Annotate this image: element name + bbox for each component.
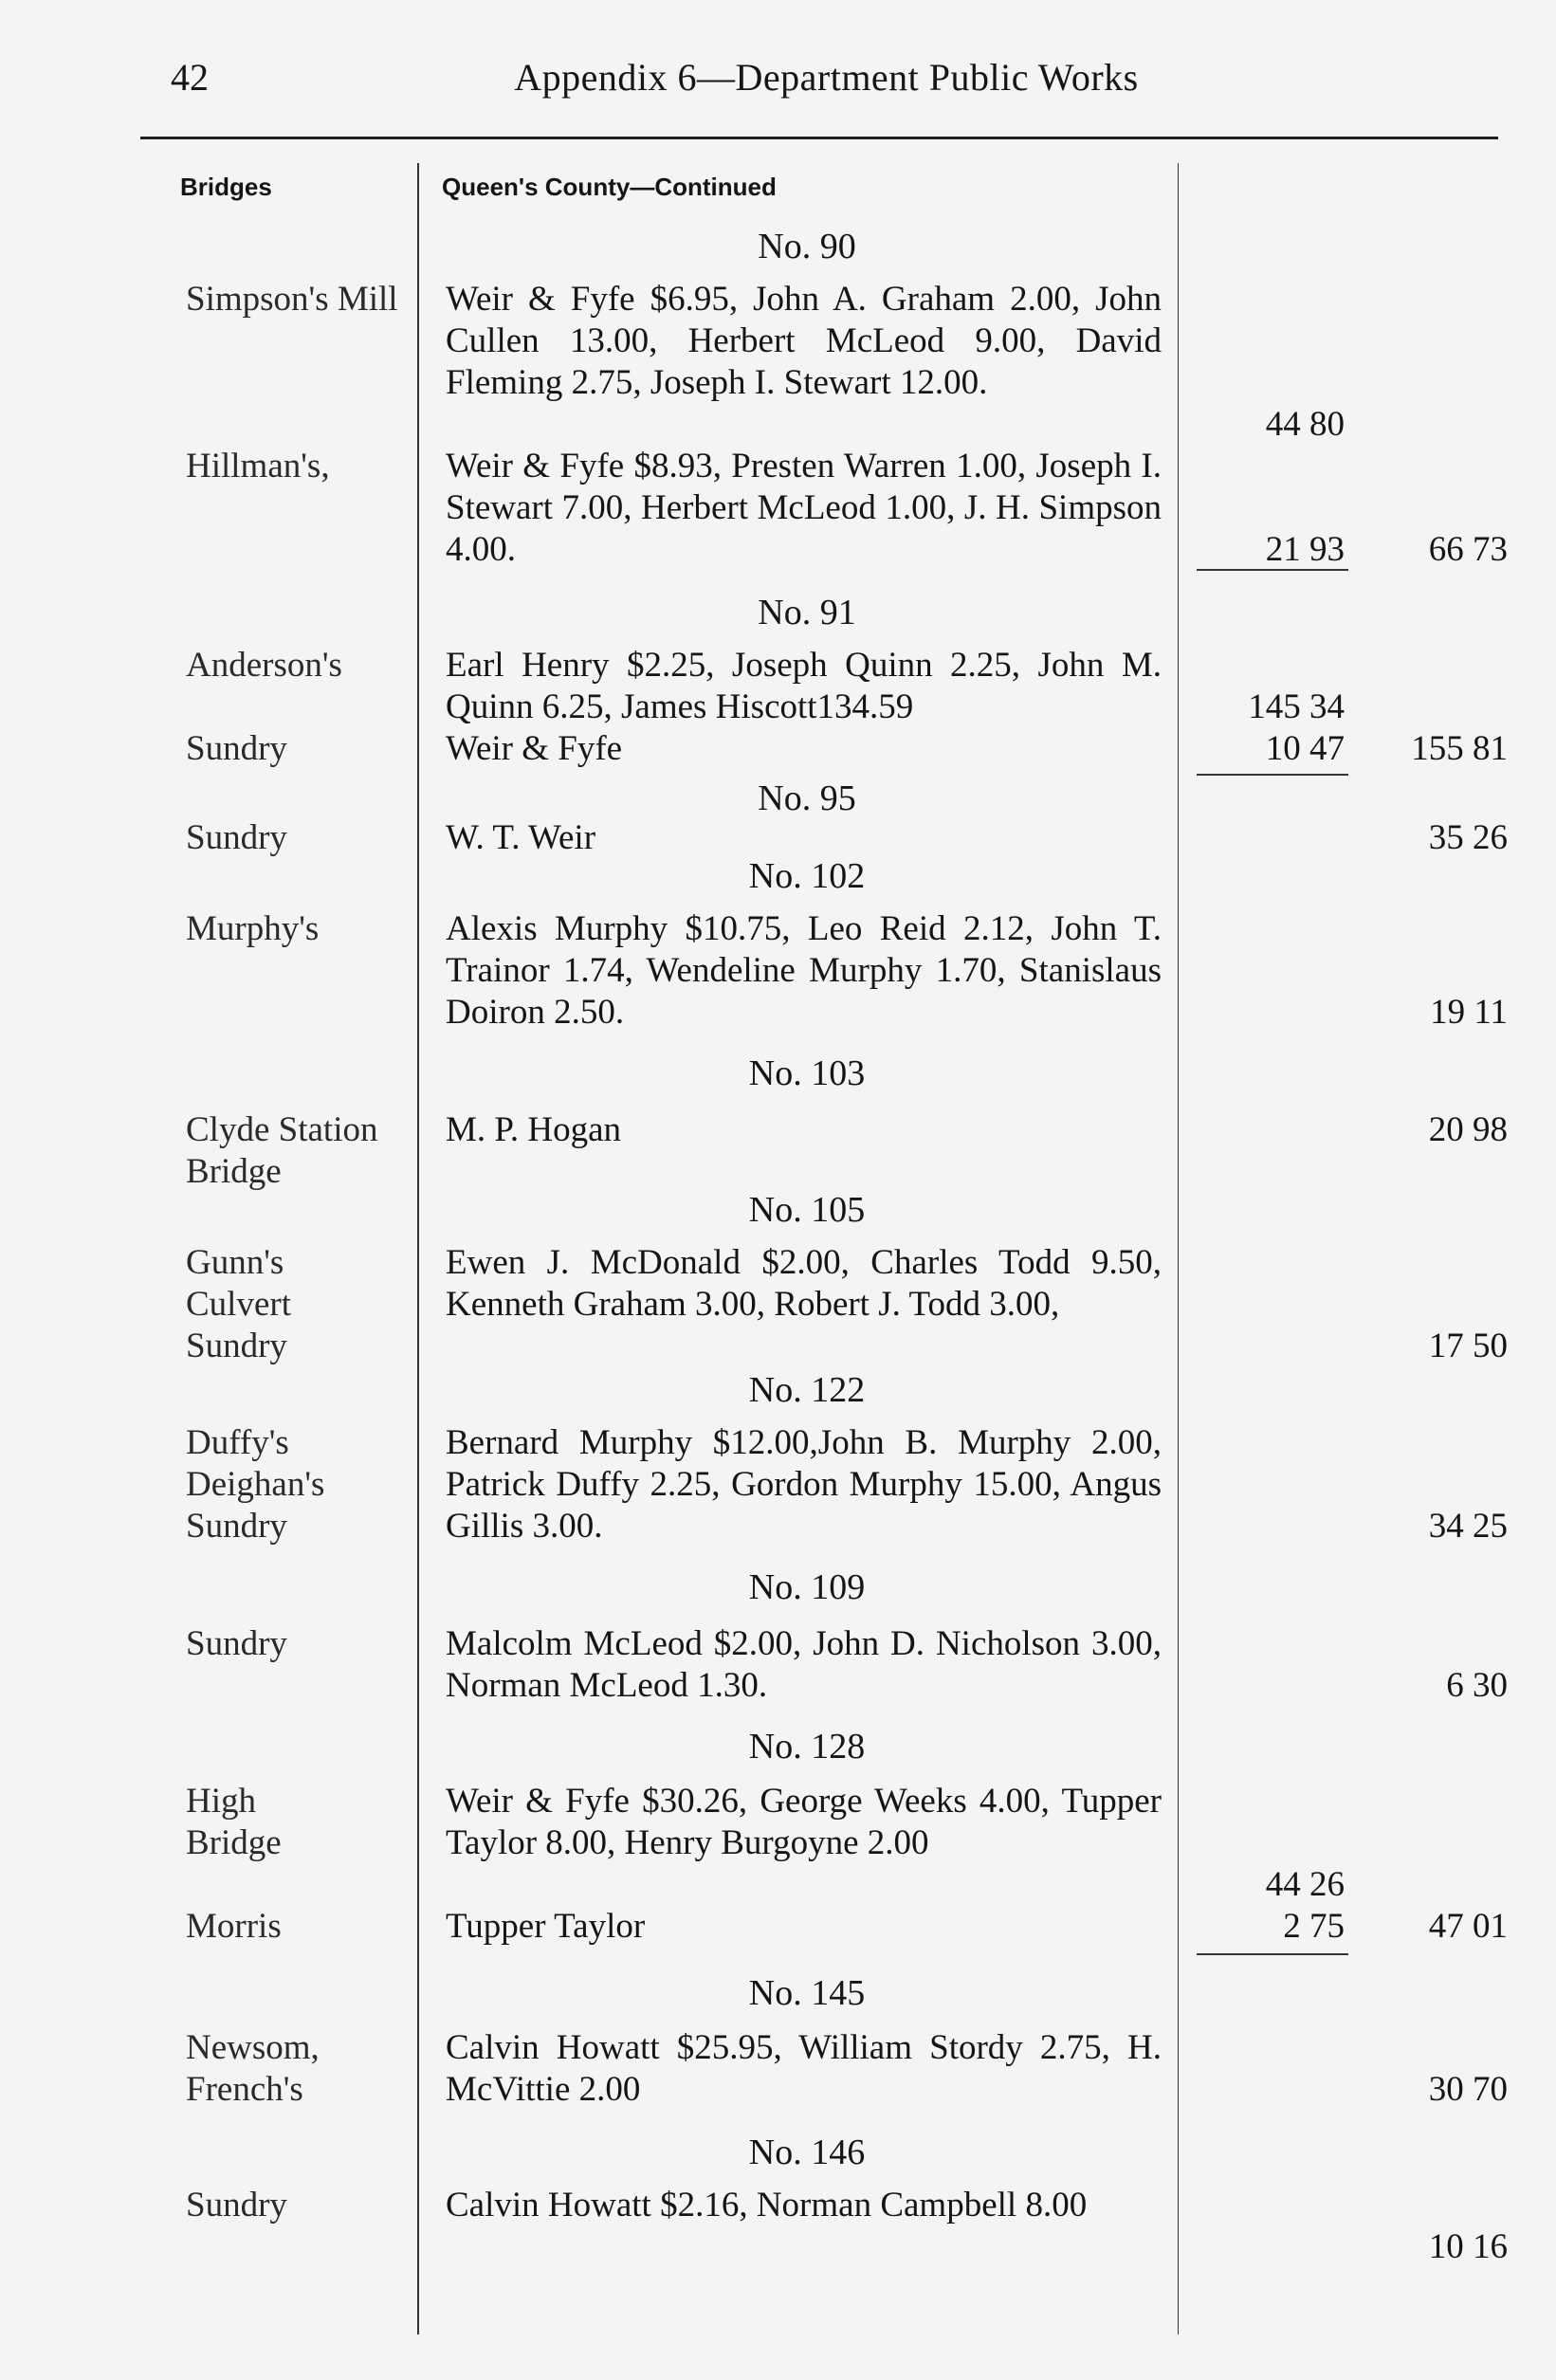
total-amount: 155 81 <box>1411 729 1508 768</box>
total-amount: 10 16 <box>1428 2227 1508 2266</box>
bridge-name: Sundry <box>186 818 287 857</box>
bridge-name: Simpson's Mill <box>186 280 398 319</box>
sub-amount: 21 93 <box>1265 530 1345 569</box>
bridge-name: Clyde Station Bridge <box>186 1110 378 1191</box>
page-title: Appendix 6—Department Public Works <box>514 56 1139 99</box>
bridge-name: Anderson's <box>186 646 342 685</box>
payment-details: Weir & Fyfe $30.26, George Weeks 4.00, Tupper Taylor 8.00, Henry Burgoyne 2.00 <box>446 1782 1162 1862</box>
sub-amount: 145 34 <box>1248 687 1345 726</box>
payment-details: Malcolm McLeod $2.00, John D. Nicholson 3.00, Norman McLeod 1.30. <box>446 1624 1162 1705</box>
subtotal-rule <box>1197 774 1348 776</box>
sub-amount: 10 47 <box>1265 729 1345 768</box>
section-number: No. 109 <box>748 1567 866 1607</box>
total-amount: 20 98 <box>1428 1110 1508 1149</box>
section-number: No. 105 <box>748 1190 866 1230</box>
column-divider-amounts <box>1178 163 1179 2334</box>
bridge-name: High Bridge <box>186 1782 282 1862</box>
bridge-name: Newsom, French's <box>186 2028 320 2109</box>
total-amount: 35 26 <box>1428 818 1508 857</box>
subtotal-rule <box>1197 1953 1348 1955</box>
bridge-name: Duffy's Deighan's Sundry <box>186 1423 325 1546</box>
section-number: No. 103 <box>748 1053 866 1093</box>
section-number: No. 102 <box>748 856 866 896</box>
total-amount: 47 01 <box>1428 1907 1508 1946</box>
total-amount: 6 30 <box>1446 1666 1508 1705</box>
bridge-name: Sundry <box>186 729 287 768</box>
page-header <box>144 55 1509 121</box>
payment-details: Calvin Howatt $2.16, Norman Campbell 8.00 <box>446 2186 1088 2224</box>
bridge-name: Sundry <box>186 2186 287 2224</box>
payment-details: Alexis Murphy $10.75, Leo Reid 2.12, John T. Trainor 1.74, Wendeline Murphy 1.70, Stanislaus Doiron 2.50. <box>446 909 1162 1032</box>
total-amount: 19 11 <box>1430 993 1508 1032</box>
section-number: No. 95 <box>758 778 856 818</box>
sub-amount: 44 80 <box>1265 405 1345 444</box>
column-divider-main <box>417 163 419 2334</box>
bridge-name: Gunn's Culvert Sundry <box>186 1243 291 1365</box>
payment-details: M. P. Hogan <box>446 1110 622 1149</box>
section-number: No. 91 <box>758 593 856 632</box>
section-number: No. 90 <box>758 227 856 266</box>
payment-details: Ewen J. McDonald $2.00, Charles Todd 9.50, Kenneth Graham 3.00, Robert J. Todd 3.00, <box>446 1243 1162 1324</box>
county-column-heading: Queen's County—Continued <box>442 173 777 201</box>
total-amount: 34 25 <box>1428 1507 1508 1546</box>
sub-amount: 44 26 <box>1265 1865 1345 1904</box>
payment-details: W. T. Weir <box>446 818 596 857</box>
bridge-name: Murphy's <box>186 909 320 948</box>
total-amount: 66 73 <box>1428 530 1508 569</box>
section-number: No. 128 <box>748 1727 866 1767</box>
bridges-column-heading: Bridges <box>180 173 272 201</box>
subtotal-rule <box>1197 569 1348 571</box>
bridge-name: Morris <box>186 1907 282 1946</box>
section-number: No. 122 <box>748 1370 866 1410</box>
section-number: No. 145 <box>748 1973 866 2013</box>
section-number: No. 146 <box>748 2133 866 2172</box>
total-amount: 17 50 <box>1428 1327 1508 1365</box>
sub-amount: 2 75 <box>1283 1907 1345 1946</box>
payment-details: Earl Henry $2.25, Joseph Quinn 2.25, John M. Quinn 6.25, James Hiscott134.59 <box>446 646 1162 726</box>
page-number: 42 <box>171 56 209 99</box>
payment-details: Weir & Fyfe <box>446 729 623 768</box>
bridge-name: Hillman's, <box>186 447 330 485</box>
bridge-name: Sundry <box>186 1624 287 1663</box>
payment-details: Weir & Fyfe $8.93, Presten Warren 1.00, Joseph I. Stewart 7.00, Herbert McLeod 1.00, J. H. Simpson 4.00. <box>446 447 1162 569</box>
total-amount: 30 70 <box>1428 2070 1508 2109</box>
payment-details: Calvin Howatt $25.95, William Stordy 2.75, H. McVittie 2.00 <box>446 2028 1162 2109</box>
payment-details: Bernard Murphy $12.00,John B. Murphy 2.00, Patrick Duffy 2.25, Gordon Murphy 15.00, Angus Gillis 3.00. <box>446 1423 1162 1546</box>
payment-details: Tupper Taylor <box>446 1907 646 1946</box>
column-headings <box>0 173 1556 211</box>
header-rule <box>140 137 1498 139</box>
payment-details: Weir & Fyfe $6.95, John A. Graham 2.00, John Cullen 13.00, Herbert McLeod 9.00, David Fleming 2.75, Joseph I. Stewart 12.00. <box>446 280 1162 402</box>
